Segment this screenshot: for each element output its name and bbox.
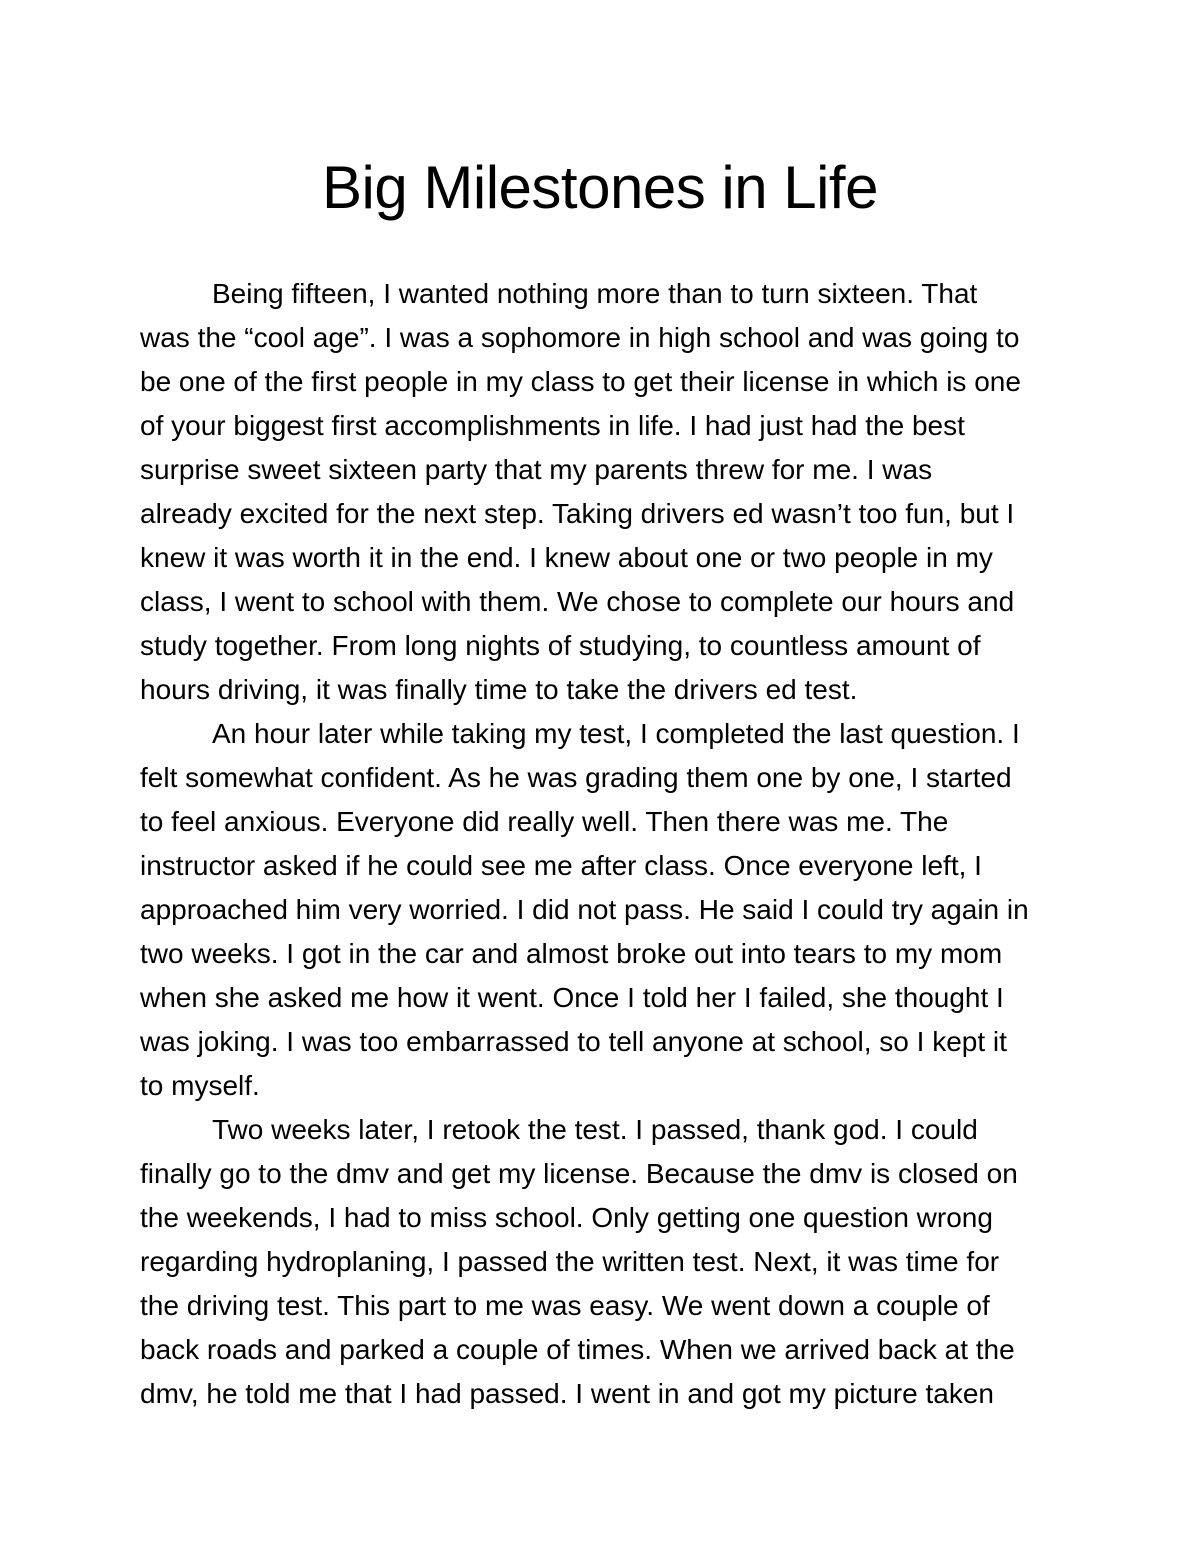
paragraph-3-line: finally go to the dmv and get my license. Because the dmv is closed on [140,1158,1018,1189]
paragraph-1-line: was the “cool age”. I was a sophomore in high school and was going to [140,322,1020,353]
paragraph-2-line: felt somewhat confident. As he was grading them one by one, I started [140,762,1012,793]
paragraph-3-line: regarding hydroplaning, I passed the written test. Next, it was time for [140,1246,1000,1277]
paragraph-1-line: be one of the first people in my class to get their license in which is one [140,366,1021,397]
paragraph-3-line: back roads and parked a couple of times. When we arrived back at the [140,1334,1015,1365]
paragraph-2-line: when she asked me how it went. Once I told her I failed, she thought I [140,982,1004,1013]
paragraph-2-line: to feel anxious. Everyone did really well. Then there was me. The [140,806,949,837]
paragraph-1-line: already excited for the next step. Taking drivers ed wasn’t too fun, but I [140,498,1015,529]
paragraph-2-line: two weeks. I got in the car and almost broke out into tears to my mom [140,938,1003,969]
document-body [140,272,1060,1416]
paragraph-1-line: class, I went to school with them. We chose to complete our hours and [140,586,1015,617]
paragraph-1-line: Being fifteen, I wanted nothing more than to turn sixteen. That [212,278,978,309]
paragraph-2-line: An hour later while taking my test, I completed the last question. I [212,718,1020,749]
paragraph-1-line: of your biggest first accomplishments in life. I had just had the best [140,410,965,441]
paragraph-1-line: surprise sweet sixteen party that my parents threw for me. I was [140,454,933,485]
paragraph-2-line: was joking. I was too embarrassed to tell anyone at school, so I kept it [140,1026,1007,1057]
paragraph-3-line: the driving test. This part to me was easy. We went down a couple of [140,1290,990,1321]
paragraph-1-line: knew it was worth it in the end. I knew about one or two people in my [140,542,993,573]
paragraph-3-line: dmv, he told me that I had passed. I went in and got my picture taken [140,1378,994,1409]
paragraph-2-line: to myself. [140,1070,260,1101]
paragraph-3-line: the weekends, I had to miss school. Only getting one question wrong [140,1202,993,1233]
paragraph-2-line: instructor asked if he could see me after class. Once everyone left, I [140,850,982,881]
paragraph-1-line: study together. From long nights of studying, to countless amount of [140,630,981,661]
paragraph-1-line: hours driving, it was finally time to take the drivers ed test. [140,674,858,705]
document-title: Big Milestones in Life [322,154,878,221]
paragraph-3-line: Two weeks later, I retook the test. I passed, thank god. I could [212,1114,978,1145]
paragraph-2-line: approached him very worried. I did not pass. He said I could try again in [140,894,1029,925]
